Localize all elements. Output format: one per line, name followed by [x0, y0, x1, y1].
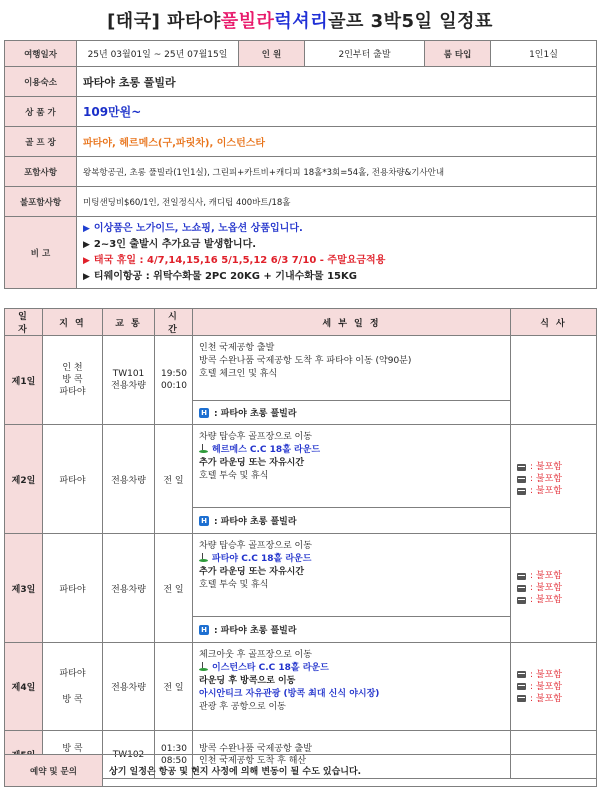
people-label: 인 원: [239, 41, 305, 67]
day-row-2: [5, 425, 597, 534]
day-region: 인 천 방 콕 파타야: [43, 336, 103, 425]
footer-row: [5, 755, 597, 787]
day-meal: : 불포함 : 불포함 : 불포함: [511, 425, 597, 534]
day-transport: 전용차량: [103, 425, 155, 534]
meal-icon: [517, 597, 526, 604]
day-region: 파타야: [43, 425, 103, 534]
notes-cell: [77, 217, 597, 289]
meal-icon: [517, 695, 526, 702]
period-label: 여행일자: [5, 41, 77, 67]
title-luxury: 럭셔리: [274, 11, 329, 32]
day-time: 01:30 08:50: [155, 731, 193, 779]
triangle-icon: ▶: [83, 223, 90, 234]
hotel-line: H : 파타야 초롱 풀빌라: [193, 507, 510, 533]
day-label: 제1일: [5, 336, 43, 425]
day-transport: 전용차량: [103, 534, 155, 643]
hotel-line: H : 파타야 초롱 풀빌라: [193, 616, 510, 642]
meal-icon: [517, 573, 526, 580]
day-transport: 전용차량: [103, 643, 155, 731]
day-time: 19:50 00:10: [155, 336, 193, 425]
schedule-table: [4, 308, 597, 779]
golf-flag-icon: [199, 444, 208, 453]
room-label: 룸 타입: [425, 41, 491, 67]
note-1: ▶ 이상품은 노가이드, 노쇼핑, 노옵션 상품입니다.: [83, 222, 303, 234]
hotel-icon: H: [199, 408, 209, 418]
golf-value: 파타야, 헤르메스(구,파릿차), 이스턴스타: [77, 127, 597, 157]
day-label: 제4일: [5, 643, 43, 731]
day-meal: : 불포함 : 불포함 : 불포함: [511, 643, 597, 731]
meal-icon: [517, 683, 526, 690]
day-schedule: 인천 국제공항 출발 방콕 수완나품 국제공항 도착 후 파타야 이동 (약90분) 호텔 체크인 및 휴식 H : 파타야 초롱 풀빌라: [193, 336, 511, 425]
triangle-icon: ▶: [83, 271, 90, 282]
header-day: 일 자: [5, 309, 43, 336]
day-region: 파타야 방 콕: [43, 643, 103, 731]
info-row-price: [5, 97, 597, 127]
info-row-golf: [5, 127, 597, 157]
price-value: 109만원~: [77, 97, 597, 127]
day-region: 파타야: [43, 534, 103, 643]
hotel-label: 이용숙소: [5, 67, 77, 97]
day-time: 전 일: [155, 534, 193, 643]
room-value: 1인1실: [491, 41, 597, 67]
price-label: 상 품 가: [5, 97, 77, 127]
triangle-icon: ▶: [83, 239, 90, 250]
hotel-line: H : 파타야 초롱 풀빌라: [193, 400, 510, 424]
hotel-icon: H: [199, 625, 209, 635]
info-row-include: [5, 157, 597, 187]
schedule-header: [5, 309, 597, 336]
note-2: ▶ 2~3인 출발시 추가요금 발생합니다.: [83, 238, 257, 250]
day-time: 전 일: [155, 425, 193, 534]
footer-value: 상기 일정은 항공 및 현지 사정에 의해 변동이 될 수도 있습니다.: [103, 755, 597, 787]
info-row-hotel: [5, 67, 597, 97]
header-meal: 식 사: [511, 309, 597, 336]
day-schedule: 방콕 수완나품 국제공항 출발 인천 국제공항 도착 후 해산: [193, 731, 511, 779]
note-label: 비 고: [5, 217, 77, 289]
footer-table: [4, 754, 597, 787]
info-row-exclude: [5, 187, 597, 217]
note-4: ▶ 티웨이항공 : 위탁수화물 2PC 20KG + 기내수화물 15KG: [83, 270, 357, 282]
day-row-3: [5, 534, 597, 643]
day-transport: TW101 전용차량: [103, 336, 155, 425]
exclude-value: 미팅샌딩비$60/1인, 전일정식사, 캐디팁 400바트/18홀: [77, 187, 597, 217]
header-transport: 교 통: [103, 309, 155, 336]
hotel-icon: H: [199, 516, 209, 526]
header-schedule: 세 부 일 정: [193, 309, 511, 336]
day-time: 전 일: [155, 643, 193, 731]
day-label: 제3일: [5, 534, 43, 643]
header-region: 지 역: [43, 309, 103, 336]
day-schedule: 차량 탑승후 골프장으로 이동 파타야 C.C 18홀 라운드 추가 라운딩 또는 자유시간 호텔 투숙 및 휴식 H : 파타야 초롱 풀빌라: [193, 534, 511, 643]
day-row-4: [5, 643, 597, 731]
info-row-period: [5, 41, 597, 67]
period-value: 25년 03월01일 ~ 25년 07월15일: [77, 41, 239, 67]
people-value: 2인부터 출발: [305, 41, 425, 67]
triangle-icon: ▶: [83, 255, 90, 266]
footer-label: 예약 및 문의: [5, 755, 103, 787]
golf-label: 골 프 장: [5, 127, 77, 157]
day-meal: : 불포함 : 불포함 : 불포함: [511, 534, 597, 643]
hotel-value: 파타야 초롱 풀빌라: [77, 67, 597, 97]
title-golf: 골프 3박5일 일정표: [328, 11, 493, 32]
meal-icon: [517, 488, 526, 495]
day-label: 제2일: [5, 425, 43, 534]
meal-icon: [517, 671, 526, 678]
meal-icon: [517, 476, 526, 483]
golf-flag-icon: [199, 553, 208, 562]
info-table: [4, 40, 597, 289]
header-time: 시 간: [155, 309, 193, 336]
include-value: 왕복항공권, 초롱 풀빌라(1인1실), 그린피+카트비+캐디피 18홀*3회=54홀, 전용차량&기사안내: [77, 157, 597, 187]
meal-icon: [517, 585, 526, 592]
title-text: [태국] 파타야: [107, 11, 221, 32]
info-row-notes: [5, 217, 597, 289]
title-poolvilla: 풀빌라: [220, 11, 275, 32]
include-label: 포함사항: [5, 157, 77, 187]
exclude-label: 불포함사항: [5, 187, 77, 217]
day-meal: [511, 336, 597, 425]
golf-flag-icon: [199, 662, 208, 671]
day-schedule: 차량 탑승후 골프장으로 이동 헤르메스 C.C 18홀 라운드 추가 라운딩 또는 자유시간 호텔 투숙 및 휴식 H : 파타야 초롱 풀빌라: [193, 425, 511, 534]
day-schedule: 체크아웃 후 골프장으로 이동 이스턴스타 C.C 18홀 라운드 라운딩 후 방콕으로 이동 아시안티크 자유관광 (방콕 최대 신식 야시장) 관광 후 공항으로 이동: [193, 643, 511, 731]
day-row-1: [5, 336, 597, 425]
day-transport: TW102: [103, 731, 155, 779]
meal-icon: [517, 464, 526, 471]
page-title: [0, 0, 600, 40]
note-3: ▶ 태국 휴일 : 4/7,14,15,16 5/1,5,12 6/3 7/10 - 주말요금적용: [83, 254, 386, 266]
day-region: 방 콕: [43, 731, 103, 779]
